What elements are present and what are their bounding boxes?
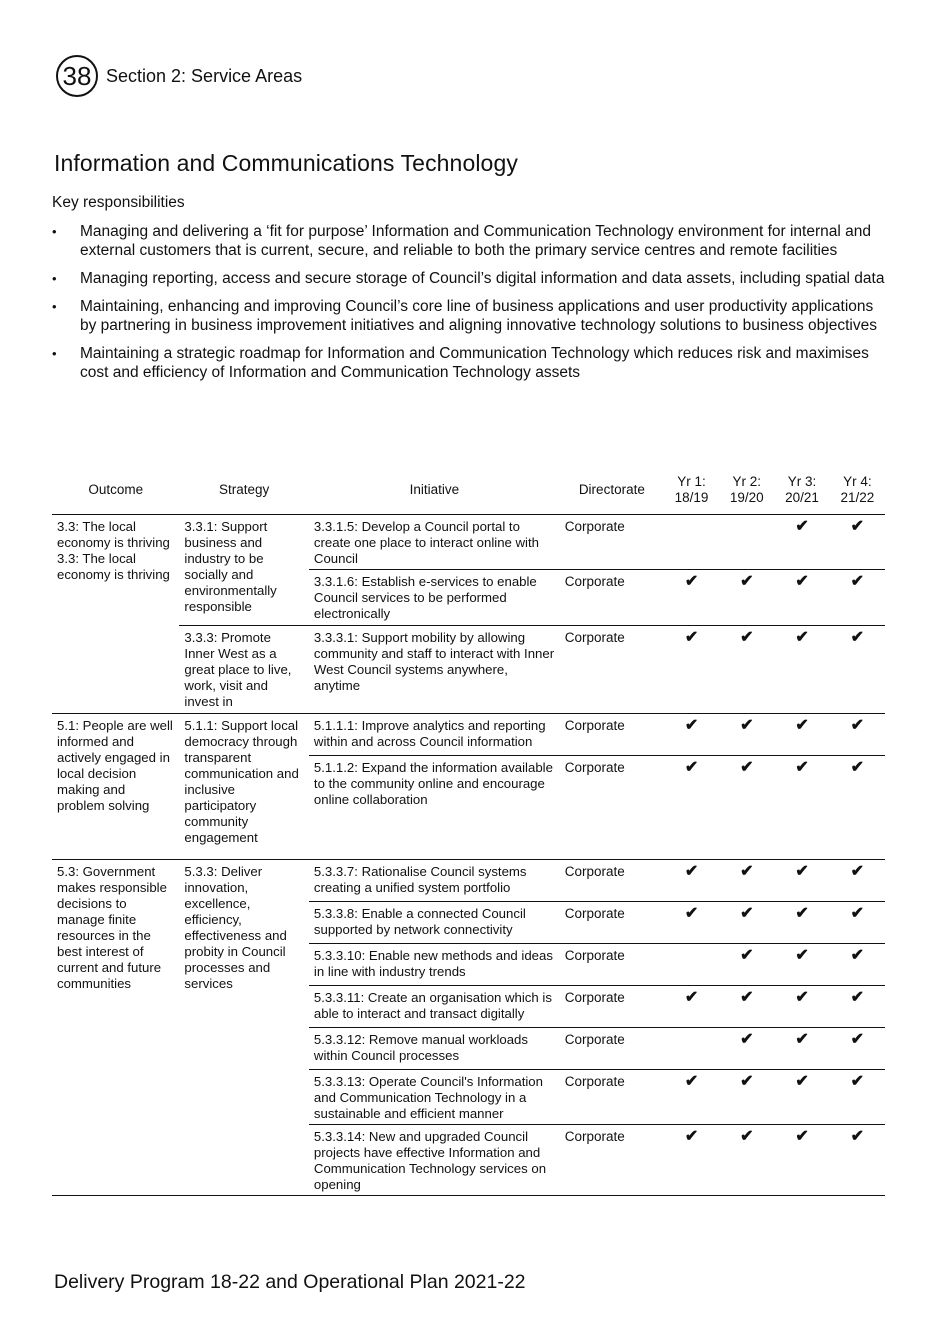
year-cell bbox=[774, 944, 829, 986]
year-cell bbox=[830, 944, 885, 986]
initiatives-table bbox=[52, 468, 885, 1196]
check-icon: ✔ bbox=[795, 1031, 809, 1048]
year-cell bbox=[830, 570, 885, 626]
year-cell bbox=[664, 1028, 719, 1070]
year-cell bbox=[719, 944, 774, 986]
check-icon: ✔ bbox=[740, 1128, 754, 1145]
initiative-cell: 5.3.3.12: Remove manual workloads within Council processes bbox=[309, 1028, 560, 1070]
year-cell bbox=[774, 1070, 829, 1125]
list-item: • Managing and delivering a ‘fit for purpose’ Information and Communication Technology environment for internal and external customers that is current, secure, and reliable to both the primary service centres and remote facilities bbox=[52, 222, 892, 260]
strategy-cell: 5.1.1: Support local democracy through transparent communication and inclusive participatory community engagement bbox=[179, 714, 309, 860]
year-cell bbox=[774, 1125, 829, 1196]
year-cell bbox=[719, 626, 774, 714]
year-cell bbox=[664, 714, 719, 756]
header-yr4: Yr 4: 21/22 bbox=[830, 468, 885, 515]
directorate-cell: Corporate bbox=[560, 1028, 664, 1070]
list-item: • Maintaining, enhancing and improving Council’s core line of business applications and user productivity applications by partnering in business improvement initiatives and aligning innovative technology solutions to business objectives bbox=[52, 297, 892, 335]
strategy-cell: 3.3.1: Support business and industry to be socially and environmentally responsible bbox=[179, 515, 309, 626]
outcome-cell: 5.3: Government makes responsible decisions to manage finite resources in the best interest of current and future communities bbox=[52, 860, 179, 1196]
year-cell bbox=[830, 1125, 885, 1196]
check-icon: ✔ bbox=[740, 905, 754, 922]
initiative-cell: 5.3.3.7: Rationalise Council systems creating a unified system portfolio bbox=[309, 860, 560, 902]
directorate-cell: Corporate bbox=[560, 570, 664, 626]
year-cell bbox=[719, 986, 774, 1028]
year-cell bbox=[664, 756, 719, 860]
outcome-cell: 3.3: The local economy is thriving 3.3: The local economy is thriving bbox=[52, 515, 179, 714]
year-cell bbox=[719, 515, 774, 570]
check-icon: ✔ bbox=[795, 573, 809, 590]
initiative-cell: 5.3.3.13: Operate Council's Information and Communication Technology in a sustainable and efficient manner bbox=[309, 1070, 560, 1125]
check-icon: ✔ bbox=[684, 759, 699, 776]
year-cell bbox=[774, 1028, 829, 1070]
check-icon: ✔ bbox=[850, 1073, 865, 1090]
key-responsibilities-list bbox=[52, 222, 892, 391]
check-icon: ✔ bbox=[740, 863, 754, 880]
year-cell bbox=[830, 756, 885, 860]
check-icon: ✔ bbox=[850, 717, 865, 734]
list-item: • Managing reporting, access and secure storage of Council’s digital information and data assets, including spatial data bbox=[52, 269, 892, 288]
check-icon: ✔ bbox=[740, 573, 754, 590]
directorate-cell: Corporate bbox=[560, 515, 664, 570]
directorate-cell: Corporate bbox=[560, 1070, 664, 1125]
check-icon: ✔ bbox=[795, 717, 809, 734]
year-cell bbox=[774, 860, 829, 902]
initiative-cell: 5.3.3.11: Create an organisation which is able to interact and transact digitally bbox=[309, 986, 560, 1028]
check-icon: ✔ bbox=[850, 1031, 865, 1048]
year-cell bbox=[719, 902, 774, 944]
check-icon: ✔ bbox=[850, 1128, 865, 1145]
check-icon: ✔ bbox=[850, 573, 865, 590]
year-cell bbox=[719, 1028, 774, 1070]
check-icon: ✔ bbox=[740, 1073, 754, 1090]
page-footer: Delivery Program 18-22 and Operational Plan 2021-22 bbox=[54, 1271, 526, 1293]
check-icon: ✔ bbox=[684, 629, 699, 646]
header-yr1: Yr 1: 18/19 bbox=[664, 468, 719, 515]
page-header bbox=[56, 55, 302, 97]
year-cell bbox=[664, 1125, 719, 1196]
header-directorate: Directorate bbox=[560, 468, 664, 515]
check-icon: ✔ bbox=[684, 1073, 699, 1090]
check-icon: ✔ bbox=[684, 1128, 699, 1145]
initiative-cell: 5.1.1.2: Expand the information available to the community online and encourage online collaboration bbox=[309, 756, 560, 860]
directorate-cell: Corporate bbox=[560, 1125, 664, 1196]
check-icon: ✔ bbox=[795, 759, 809, 776]
year-cell bbox=[664, 902, 719, 944]
initiative-cell: 3.3.1.5: Develop a Council portal to create one place to interact online with Council bbox=[309, 515, 560, 570]
initiative-cell: 5.3.3.10: Enable new methods and ideas in line with industry trends bbox=[309, 944, 560, 986]
directorate-cell: Corporate bbox=[560, 902, 664, 944]
directorate-cell: Corporate bbox=[560, 860, 664, 902]
year-cell bbox=[830, 902, 885, 944]
list-item: • Maintaining a strategic roadmap for Information and Communication Technology which reduces risk and maximises cost and efficiency of Information and Communication Technology assets bbox=[52, 344, 892, 382]
directorate-cell: Corporate bbox=[560, 944, 664, 986]
check-icon: ✔ bbox=[850, 629, 865, 646]
check-icon: ✔ bbox=[684, 989, 699, 1006]
check-icon: ✔ bbox=[795, 1128, 809, 1145]
year-cell bbox=[830, 626, 885, 714]
year-cell bbox=[664, 986, 719, 1028]
year-cell bbox=[830, 860, 885, 902]
page-title: Information and Communications Technology bbox=[54, 150, 518, 176]
header-outcome: Outcome bbox=[52, 468, 179, 515]
year-cell bbox=[774, 756, 829, 860]
year-cell bbox=[719, 714, 774, 756]
table-row bbox=[52, 714, 885, 756]
header-initiative: Initiative bbox=[309, 468, 560, 515]
header-yr2: Yr 2: 19/20 bbox=[719, 468, 774, 515]
year-cell bbox=[774, 515, 829, 570]
year-cell bbox=[664, 944, 719, 986]
section-title: Section 2: Service Areas bbox=[106, 65, 303, 86]
check-icon: ✔ bbox=[795, 629, 809, 646]
check-icon: ✔ bbox=[850, 989, 865, 1006]
initiative-cell: 3.3.3.1: Support mobility by allowing community and staff to interact with Inner West Council systems anywhere, anytime bbox=[309, 626, 560, 714]
year-cell bbox=[830, 515, 885, 570]
check-icon: ✔ bbox=[740, 947, 754, 964]
check-icon: ✔ bbox=[740, 989, 754, 1006]
check-icon: ✔ bbox=[850, 518, 865, 535]
year-cell bbox=[664, 515, 719, 570]
year-cell bbox=[830, 986, 885, 1028]
check-icon: ✔ bbox=[684, 717, 699, 734]
check-icon: ✔ bbox=[850, 905, 865, 922]
year-cell bbox=[774, 902, 829, 944]
strategy-cell: 3.3.3: Promote Inner West as a great place to live, work, visit and invest in bbox=[179, 626, 309, 714]
year-cell bbox=[774, 714, 829, 756]
check-icon: ✔ bbox=[740, 759, 754, 776]
header-strategy: Strategy bbox=[179, 468, 309, 515]
year-cell bbox=[664, 570, 719, 626]
initiative-cell: 5.3.3.14: New and upgraded Council projects have effective Information and Communication Technology services on opening bbox=[309, 1125, 560, 1196]
year-cell bbox=[664, 1070, 719, 1125]
table-header-row bbox=[52, 468, 885, 515]
check-icon: ✔ bbox=[795, 989, 809, 1006]
year-cell bbox=[719, 860, 774, 902]
check-icon: ✔ bbox=[740, 717, 754, 734]
table-row bbox=[52, 515, 885, 570]
check-icon: ✔ bbox=[795, 905, 809, 922]
check-icon: ✔ bbox=[850, 863, 865, 880]
year-cell bbox=[664, 626, 719, 714]
year-cell bbox=[664, 860, 719, 902]
directorate-cell: Corporate bbox=[560, 714, 664, 756]
directorate-cell: Corporate bbox=[560, 626, 664, 714]
table-body bbox=[52, 515, 885, 1196]
initiative-cell: 5.3.3.8: Enable a connected Council supported by network connectivity bbox=[309, 902, 560, 944]
year-cell bbox=[830, 714, 885, 756]
check-icon: ✔ bbox=[684, 573, 699, 590]
table-row bbox=[52, 860, 885, 902]
initiative-cell: 3.3.1.6: Establish e-services to enable Council services to be performed electronically bbox=[309, 570, 560, 626]
outcome-cell: 5.1: People are well informed and actively engaged in local decision making and problem solving bbox=[52, 714, 179, 860]
check-icon: ✔ bbox=[684, 863, 699, 880]
year-cell bbox=[774, 626, 829, 714]
check-icon: ✔ bbox=[850, 759, 865, 776]
initiative-cell: 5.1.1.1: Improve analytics and reporting within and across Council information bbox=[309, 714, 560, 756]
check-icon: ✔ bbox=[795, 947, 809, 964]
year-cell bbox=[719, 1125, 774, 1196]
check-icon: ✔ bbox=[795, 518, 809, 535]
key-responsibilities-label: Key responsibilities bbox=[52, 194, 185, 211]
directorate-cell: Corporate bbox=[560, 986, 664, 1028]
check-icon: ✔ bbox=[795, 1073, 809, 1090]
year-cell bbox=[830, 1028, 885, 1070]
year-cell bbox=[774, 986, 829, 1028]
check-icon: ✔ bbox=[684, 905, 699, 922]
strategy-cell: 5.3.3: Deliver innovation, excellence, efficiency, effectiveness and probity in Council processes and services bbox=[179, 860, 309, 1196]
year-cell bbox=[719, 570, 774, 626]
year-cell bbox=[719, 756, 774, 860]
check-icon: ✔ bbox=[795, 863, 809, 880]
check-icon: ✔ bbox=[740, 629, 754, 646]
check-icon: ✔ bbox=[850, 947, 865, 964]
year-cell bbox=[774, 570, 829, 626]
year-cell bbox=[719, 1070, 774, 1125]
check-icon: ✔ bbox=[740, 1031, 754, 1048]
header-yr3: Yr 3: 20/21 bbox=[774, 468, 829, 515]
page-number: 38 bbox=[56, 55, 98, 97]
directorate-cell: Corporate bbox=[560, 756, 664, 860]
year-cell bbox=[830, 1070, 885, 1125]
